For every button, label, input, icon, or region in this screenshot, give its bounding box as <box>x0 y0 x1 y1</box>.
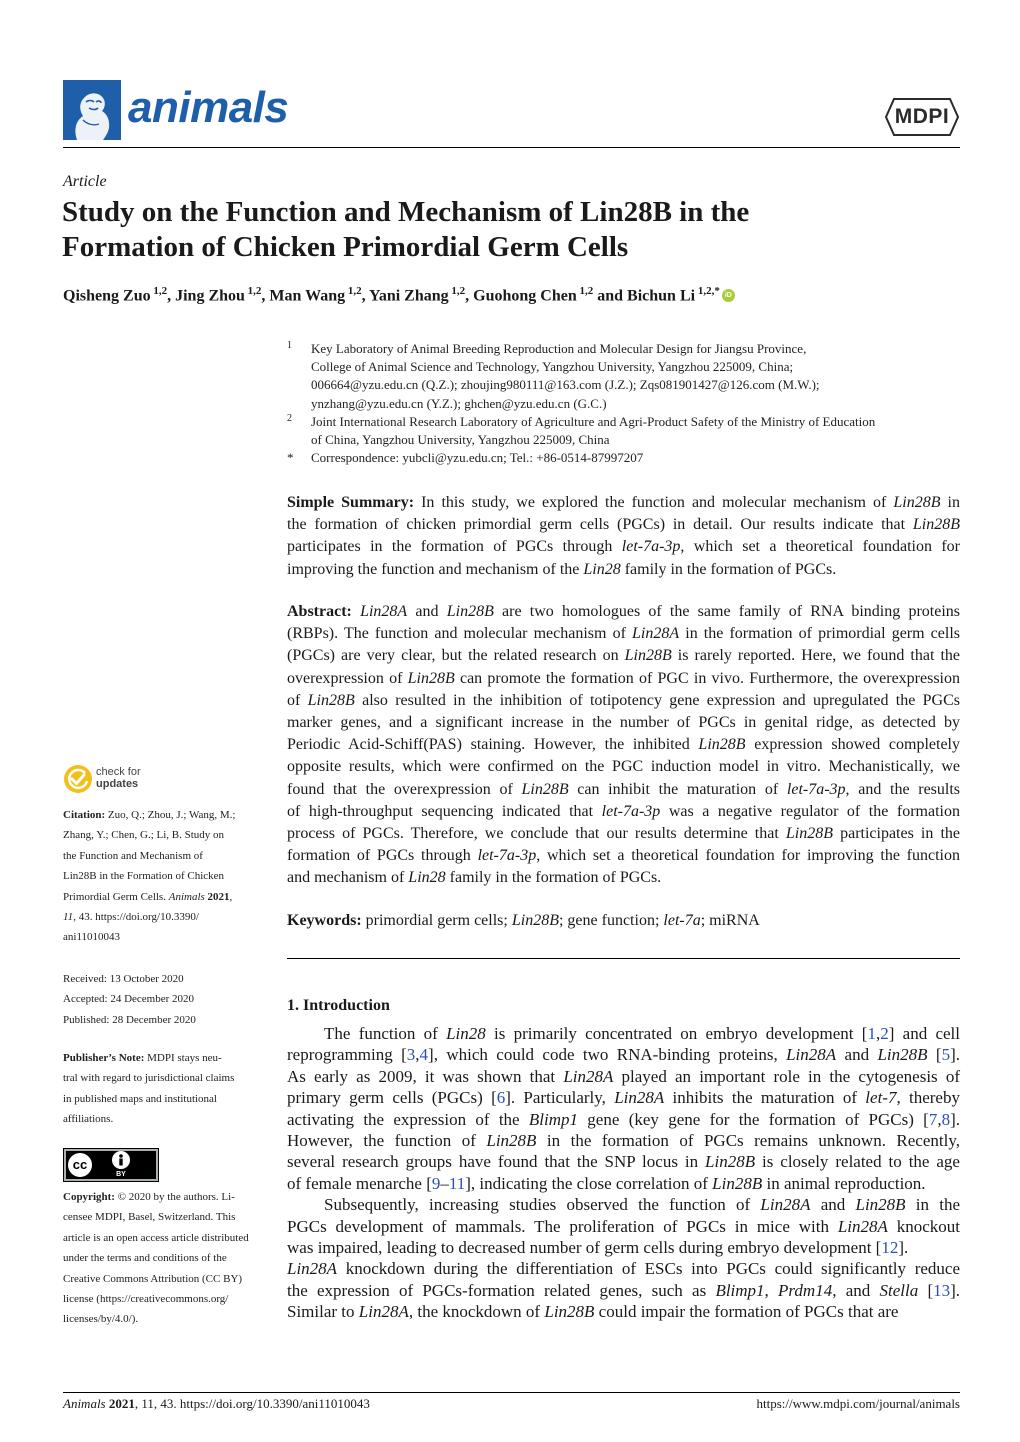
citation-text: Lin28B in the Formation of Chicken <box>63 870 225 883</box>
abstract-text: in the formation of primordial germ cells <box>679 625 960 643</box>
reference-link[interactable]: 11 <box>448 1173 466 1193</box>
affiliation-entry <box>287 449 960 467</box>
summary-line <box>287 559 960 581</box>
copyright-text: license (https://creativecommons.org/ <box>63 1293 229 1306</box>
abstract-text: was a negative regulator of the formation <box>660 802 960 820</box>
abstract-text: and mechanism of <box>287 869 409 887</box>
intro-italic: let-7 <box>865 1088 897 1108</box>
intro-text: However, the function of <box>287 1131 487 1151</box>
intro-text: inhibits the maturation of <box>664 1088 866 1108</box>
title-line-1: Study on the Function and Mechanism of Lin28B in the <box>62 196 750 228</box>
summary-italic: let-7a-3p <box>621 538 681 556</box>
author-separator: and <box>593 287 628 305</box>
intro-line <box>287 1130 960 1151</box>
abstract-italic: Lin28B <box>521 780 569 798</box>
intro-text: could impair the formation of PGCs that are <box>594 1302 899 1322</box>
title-line-2: Formation of Chicken Primordial Germ Cells <box>62 231 629 263</box>
intro-text: in animal reproduction. <box>762 1173 926 1193</box>
author-name[interactable]: Qisheng Zuo <box>63 287 151 305</box>
abstract-text: (PGCs) are very clear, but the related research on <box>287 647 625 665</box>
keyword-text: ; gene function; <box>558 912 664 929</box>
intro-italic: Prdm14 <box>778 1280 833 1300</box>
summary-text: participates in the formation of PGCs through <box>287 538 622 556</box>
summary-text: improving the function and mechanism of the <box>287 560 584 578</box>
intro-text: several research groups have found that the SNP locus in <box>287 1152 706 1172</box>
author-name[interactable]: Man Wang <box>269 287 346 305</box>
copyright-line <box>63 1269 278 1289</box>
reference-link[interactable]: 4 <box>419 1045 429 1065</box>
primate-logo-icon <box>63 80 121 140</box>
page-title <box>62 195 749 265</box>
abstract-text: marker genes, and a significant increase in the number of PGCs in genital ridge, as detected by <box>287 714 960 732</box>
intro-text: The function of <box>324 1024 447 1043</box>
reference-link[interactable]: 8 <box>941 1109 951 1129</box>
publishers-note-text: affiliations. <box>63 1113 114 1126</box>
keywords-heading: Keywords: <box>287 912 362 929</box>
citation-bold: Citation: <box>63 809 106 821</box>
check-updates-line1: check for <box>96 766 141 778</box>
check-updates-icon <box>63 764 93 794</box>
intro-text: As early as 2009, it was shown that <box>287 1066 564 1086</box>
citation-line <box>63 805 278 825</box>
intro-text: , <box>875 1024 881 1043</box>
cc-label: cc <box>72 1157 88 1172</box>
abstract-italic: Lin28B <box>446 603 494 620</box>
footer-rule <box>63 1392 960 1393</box>
citation-italic: 11 <box>63 911 74 924</box>
intro-text: PGCs development of mammals. The proliferation of PGCs in mice with <box>287 1216 838 1236</box>
intro-italic: Lin28A <box>358 1302 409 1322</box>
abstract-text: process of PGCs. Therefore, we conclude that our results determine that <box>287 825 786 843</box>
intro-italic: Lin28A <box>786 1045 837 1065</box>
abstract-line <box>287 845 960 867</box>
abstract-italic: let-7a-3p <box>477 847 537 865</box>
intro-text: knockdown during the differentiation of ESCs into PGCs could significantly reduce <box>337 1259 960 1279</box>
abstract-text: found that the overexpression of <box>287 780 522 798</box>
author-list <box>63 285 735 305</box>
author-separator: , <box>465 287 474 305</box>
intro-text: and <box>810 1195 856 1215</box>
abstract-line <box>287 623 960 645</box>
abstract-line <box>287 668 960 690</box>
abstract-italic: Lin28B <box>698 736 746 754</box>
intro-line <box>287 1301 960 1322</box>
affiliation-mark: * <box>287 450 294 466</box>
abstract-line <box>287 690 960 712</box>
intro-text: in the <box>905 1195 960 1215</box>
intro-text: was impaired, leading to decreased number of germ cells during embryo development [ <box>287 1238 882 1258</box>
reference-link[interactable]: 1 <box>867 1024 876 1043</box>
intro-text: , <box>415 1045 420 1065</box>
affiliations <box>287 340 960 467</box>
intro-text: ]. <box>950 1280 961 1300</box>
abstract-italic: Lin28B <box>624 647 672 665</box>
intro-text: gene (key gene for the formation of PGCs) [ <box>578 1109 929 1129</box>
reference-link[interactable]: 12 <box>881 1238 899 1258</box>
header-rule <box>63 147 960 148</box>
citation-line <box>63 927 278 947</box>
abstract-line <box>287 823 960 845</box>
intro-text: , and <box>832 1280 880 1300</box>
intro-italic: Lin28B <box>486 1131 537 1151</box>
abstract-text: is rarely reported. Here, we found that the <box>671 647 961 665</box>
author-affiliation-mark: 1,2 <box>150 285 168 297</box>
reference-link[interactable]: 9 <box>431 1173 441 1193</box>
author-separator: , <box>167 287 176 305</box>
copyright-text: © 2020 by the authors. Li- <box>114 1191 235 1203</box>
abstract-text: can promote the formation of PGC in vivo. Furthermore, the overexpression <box>454 669 961 687</box>
summary-line <box>287 492 960 514</box>
author-name[interactable]: Jing Zhou <box>175 287 245 305</box>
citation-line <box>63 825 278 845</box>
intro-line <box>287 1023 960 1044</box>
author-affiliation-mark: 1,2,* <box>695 285 720 297</box>
abstract-text: (RBPs). The function and molecular mechanism of <box>287 625 633 643</box>
affiliation-line: ynzhang@yzu.edu.cn (Y.Z.); ghchen@yzu.edu.cn (G.C.) <box>311 395 607 411</box>
intro-text: Subsequently, increasing studies observed the function of <box>324 1195 761 1215</box>
intro-italic: Lin28B <box>544 1302 595 1322</box>
citation-line <box>63 907 278 927</box>
citation-text: , 43. https://doi.org/10.3390/ <box>73 911 199 924</box>
orcid-icon[interactable]: iD <box>722 289 735 302</box>
abstract-line <box>287 601 960 623</box>
publishers-note-line <box>63 1089 278 1109</box>
citation-text: Zuo, Q.; Zhou, J.; Wang, M.; <box>105 809 236 821</box>
abstract-text: expression showed completely <box>745 736 960 754</box>
keyword-text: ; miRNA <box>700 912 760 929</box>
citation-bold: 2021 <box>207 890 230 903</box>
summary-heading: Simple Summary: <box>287 494 415 511</box>
author-name[interactable]: Yani Zhang <box>369 287 449 305</box>
author-affiliation-mark: 1,2 <box>576 285 594 297</box>
abstract-text: are two homologues of the same family of RNA binding proteins <box>493 603 960 620</box>
publishers-note-text: MDPI stays neu- <box>144 1052 222 1064</box>
intro-line <box>287 1066 960 1087</box>
abstract <box>287 601 960 890</box>
introduction-body <box>287 1023 960 1323</box>
citation-block <box>63 805 278 948</box>
abstract-line <box>287 712 960 734</box>
section-heading: 1. Introduction <box>287 997 390 1014</box>
intro-line <box>287 1194 960 1215</box>
summary-italic: Lin28B <box>893 494 941 511</box>
citation-text: the Function and Mechanism of <box>63 849 203 862</box>
summary-text: in <box>940 494 961 511</box>
summary-line <box>287 536 960 558</box>
intro-italic: Lin28A <box>563 1066 614 1086</box>
reference-link[interactable]: 13 <box>933 1280 951 1300</box>
author-separator: , <box>361 287 370 305</box>
intro-line <box>287 1216 960 1237</box>
intro-italic: Lin28B <box>855 1195 906 1215</box>
intro-text: the expression of PGCs-formation related genes, such as <box>287 1280 716 1300</box>
footer-doi: , 11, 43. https://doi.org/10.3390/ani11010043 <box>134 1396 370 1411</box>
affiliation-mark: 2 <box>287 412 292 424</box>
citation-text: , <box>229 890 233 903</box>
copyright-line <box>63 1309 278 1329</box>
intro-line <box>287 1044 960 1065</box>
intro-italic: Lin28A <box>287 1259 338 1279</box>
summary-text: , which set a theoretical foundation for <box>680 538 961 556</box>
affiliation-entry <box>287 340 960 413</box>
publishers-note-line <box>63 1048 278 1068</box>
abstract-line <box>287 645 960 667</box>
reference-link[interactable]: 2 <box>880 1024 889 1043</box>
summary-text: In this study, we explored the function and molecular mechanism of <box>414 494 894 511</box>
intro-italic: Lin28B <box>712 1173 763 1193</box>
abstract-text: also resulted in the inhibition of totipotency gene expression and upregulated the PGCs <box>354 691 961 709</box>
footer-citation <box>63 1396 370 1412</box>
abstract-text: , which set a theoretical foundation for improving the function <box>536 847 961 865</box>
copyright-block <box>63 1187 278 1330</box>
intro-text: played an important role in the cytogenesis of <box>613 1066 960 1086</box>
journal-logo <box>63 80 121 140</box>
intro-italic: Lin28A <box>760 1195 811 1215</box>
intro-text: primary germ cells (PGCs) [ <box>287 1088 497 1108</box>
by-label: BY <box>116 1171 126 1178</box>
affiliation-line: of China, Yangzhou University, Yangzhou 225009, China <box>311 432 610 448</box>
affiliation-entry <box>287 413 960 449</box>
intro-text: , <box>937 1109 942 1129</box>
abstract-italic: let-7a-3p <box>601 802 661 820</box>
summary-italic: Lin28 <box>583 560 621 578</box>
intro-line <box>287 1237 960 1258</box>
reference-link[interactable]: 7 <box>928 1109 938 1129</box>
affiliation-mark: 1 <box>287 340 292 351</box>
abstract-italic: Lin28B <box>785 825 833 843</box>
intro-text: ]. Particularly, <box>505 1088 615 1108</box>
abstract-text: Periodic Acid-Schiff(PAS) staining. However, the inhibited <box>287 736 699 754</box>
abstract-heading: Abstract: <box>287 603 352 620</box>
journal-name: animals <box>128 83 289 132</box>
author-name[interactable]: Guohong Chen <box>473 287 577 305</box>
abstract-italic: Lin28 <box>408 869 446 887</box>
intro-text: and <box>836 1045 878 1065</box>
copyright-text: Creative Commons Attribution (CC BY) <box>63 1272 243 1285</box>
article-type: Article <box>63 173 107 190</box>
intro-line <box>287 1109 960 1130</box>
affiliation-line: Joint International Research Laboratory of Agriculture and Agri-Product Safety of the Ministry of Education <box>311 413 876 429</box>
abstract-text: overexpression of <box>287 669 408 687</box>
intro-line <box>287 1151 960 1172</box>
intro-text: reprogramming [ <box>287 1045 407 1065</box>
publishers-note-line <box>63 1109 278 1129</box>
copyright-line <box>63 1207 278 1227</box>
abstract-italic: Lin28B <box>307 691 355 709</box>
affiliation-line: Key Laboratory of Animal Breeding Reproduction and Molecular Design for Jiangsu Province, <box>311 341 807 356</box>
intro-text: – <box>440 1173 449 1193</box>
intro-text: knockout <box>887 1216 960 1236</box>
citation-line <box>63 887 278 907</box>
mdpi-label: MDPI <box>894 105 950 128</box>
publishers-note-line <box>63 1068 278 1088</box>
intro-text: of female menarche [ <box>287 1173 432 1193</box>
footer-year: 2021 <box>108 1396 135 1411</box>
intro-italic: Blimp1 <box>715 1280 765 1300</box>
copyright-text: article is an open access article distributed <box>63 1231 249 1244</box>
intro-text: ]. <box>950 1109 961 1129</box>
keyword-italic: Lin28B <box>511 912 559 929</box>
abstract-line <box>287 734 960 756</box>
intro-text: ] and cell <box>888 1024 960 1043</box>
author-name[interactable]: Bichun Li <box>627 287 696 305</box>
author-affiliation-mark: 1,2 <box>448 285 466 297</box>
keywords <box>287 912 960 930</box>
intro-text: , the knockdown of <box>408 1302 545 1322</box>
abstract-text <box>352 603 360 620</box>
citation-text: ani11010043 <box>63 931 121 944</box>
copyright-line <box>63 1248 278 1268</box>
intro-text: ]. <box>950 1045 960 1065</box>
intro-line <box>287 1087 960 1108</box>
abstract-italic: let-7a-3p <box>786 780 846 798</box>
intro-text: ], which could code two RNA-binding proteins, <box>428 1045 787 1065</box>
intro-text: [ <box>927 1045 942 1065</box>
copyright-text: licenses/by/4.0/). <box>63 1313 139 1326</box>
affiliation-line: Correspondence: yubcli@yzu.edu.cn; Tel.: +86-0514-87997207 <box>311 450 644 466</box>
intro-text: is closely related to the age <box>755 1152 960 1172</box>
intro-text: ], indicating the close correlation of <box>465 1173 713 1193</box>
intro-line <box>287 1258 960 1279</box>
cc-license-badge[interactable] <box>63 1148 159 1182</box>
abstract-italic: Lin28A <box>360 603 408 620</box>
abstract-line <box>287 867 960 889</box>
abstract-text: of high-throughput sequencing indicated that <box>287 802 602 820</box>
copyright-text: under the terms and conditions of the <box>63 1252 227 1265</box>
reference-link[interactable]: 6 <box>496 1088 506 1108</box>
author-affiliation-mark: 1,2 <box>345 285 362 297</box>
abstract-text: of <box>287 691 308 709</box>
affiliation-line: College of Animal Science and Technology, Yangzhou University, Yangzhou 225009, China; <box>311 359 794 375</box>
abstract-text: family in the formation of PGCs. <box>445 869 662 887</box>
citation-line <box>63 866 278 886</box>
copyright-line <box>63 1228 278 1248</box>
date-line: Published: 28 December 2020 <box>63 1013 196 1026</box>
abstract-text: can inhibit the maturation of <box>568 780 787 798</box>
check-updates-line2: updates <box>96 778 139 790</box>
intro-italic: Lin28 <box>446 1024 486 1043</box>
abstract-line <box>287 756 960 778</box>
abstract-line <box>287 801 960 823</box>
keyword-text: primordial germ cells; <box>361 912 512 929</box>
intro-italic: Lin28B <box>877 1045 928 1065</box>
intro-line <box>287 1173 960 1194</box>
reference-link[interactable]: 3 <box>406 1045 416 1065</box>
citation-text: Zhang, Y.; Chen, G.; Li, B. Study on <box>63 829 225 842</box>
author-separator: , <box>261 287 270 305</box>
summary-line <box>287 514 960 536</box>
publishers-note-bold: Publisher’s Note: <box>63 1052 145 1064</box>
citation-italic: Animals <box>168 890 205 903</box>
abstract-text: participates in the <box>833 825 960 843</box>
citation-text: Primordial Germ Cells. <box>63 890 169 903</box>
publication-dates <box>63 969 278 1030</box>
citation-line <box>63 846 278 866</box>
summary-italic: Lin28B <box>912 516 960 534</box>
copyright-text: censee MDPI, Basel, Switzerland. This <box>63 1211 236 1224</box>
intro-line <box>287 1280 960 1301</box>
abstract-rule <box>287 958 960 959</box>
reference-link[interactable]: 5 <box>941 1045 951 1065</box>
intro-text: is primarily concentrated on embryo development [ <box>485 1024 868 1043</box>
publishers-note <box>63 1048 278 1130</box>
intro-text: in the formation of PGCs remains unknown. Recently, <box>536 1131 960 1151</box>
intro-italic: Blimp1 <box>528 1109 579 1129</box>
footer-journal: Animals <box>63 1396 106 1411</box>
date-line: Accepted: 24 December 2020 <box>63 993 195 1006</box>
summary-text: family in the formation of PGCs. <box>620 560 837 578</box>
simple-summary <box>287 492 960 581</box>
abstract-line <box>287 779 960 801</box>
check-for-updates[interactable] <box>63 764 163 796</box>
intro-italic: Stella <box>879 1280 919 1300</box>
abstract-italic: Lin28A <box>632 625 680 643</box>
intro-italic: Lin28A <box>837 1216 888 1236</box>
summary-text: the formation of chicken primordial germ cells (PGCs) in detail. Our results indicate that <box>287 516 913 534</box>
abstract-italic: Lin28B <box>407 669 455 687</box>
keyword-italic: let-7a <box>663 912 701 929</box>
intro-text: activating the expression of the <box>287 1109 529 1129</box>
affiliation-line: 006664@yzu.edu.cn (Q.Z.); zhoujing980111@163.com (J.Z.); Zqs081901427@126.com (M.W.); <box>311 377 820 393</box>
intro-text: , thereby <box>896 1088 960 1108</box>
intro-text: ]. <box>898 1238 909 1258</box>
intro-text: Similar to <box>287 1302 359 1322</box>
abstract-text: , and the results <box>845 780 961 798</box>
abstract-text: formation of PGCs through <box>287 847 478 865</box>
publishers-note-text: in published maps and institutional <box>63 1092 217 1105</box>
intro-italic: Lin28B <box>705 1152 756 1172</box>
date-line: Received: 13 October 2020 <box>63 973 184 985</box>
copyright-line <box>63 1187 278 1207</box>
footer-journal-url[interactable]: https://www.mdpi.com/journal/animals <box>756 1396 960 1411</box>
intro-text: [ <box>918 1280 934 1300</box>
copyright-bold: Copyright: <box>63 1191 115 1203</box>
abstract-text: and <box>407 603 447 620</box>
abstract-text: opposite results, which were confirmed on the PGC induction model in vitro. Mechanistically, we <box>287 758 960 776</box>
copyright-line <box>63 1289 278 1309</box>
intro-text: , <box>764 1280 779 1300</box>
publishers-note-text: tral with regard to jurisdictional claims <box>63 1072 235 1085</box>
mdpi-logo <box>884 91 960 143</box>
intro-italic: Lin28A <box>614 1088 665 1108</box>
author-affiliation-mark: 1,2 <box>244 285 262 297</box>
